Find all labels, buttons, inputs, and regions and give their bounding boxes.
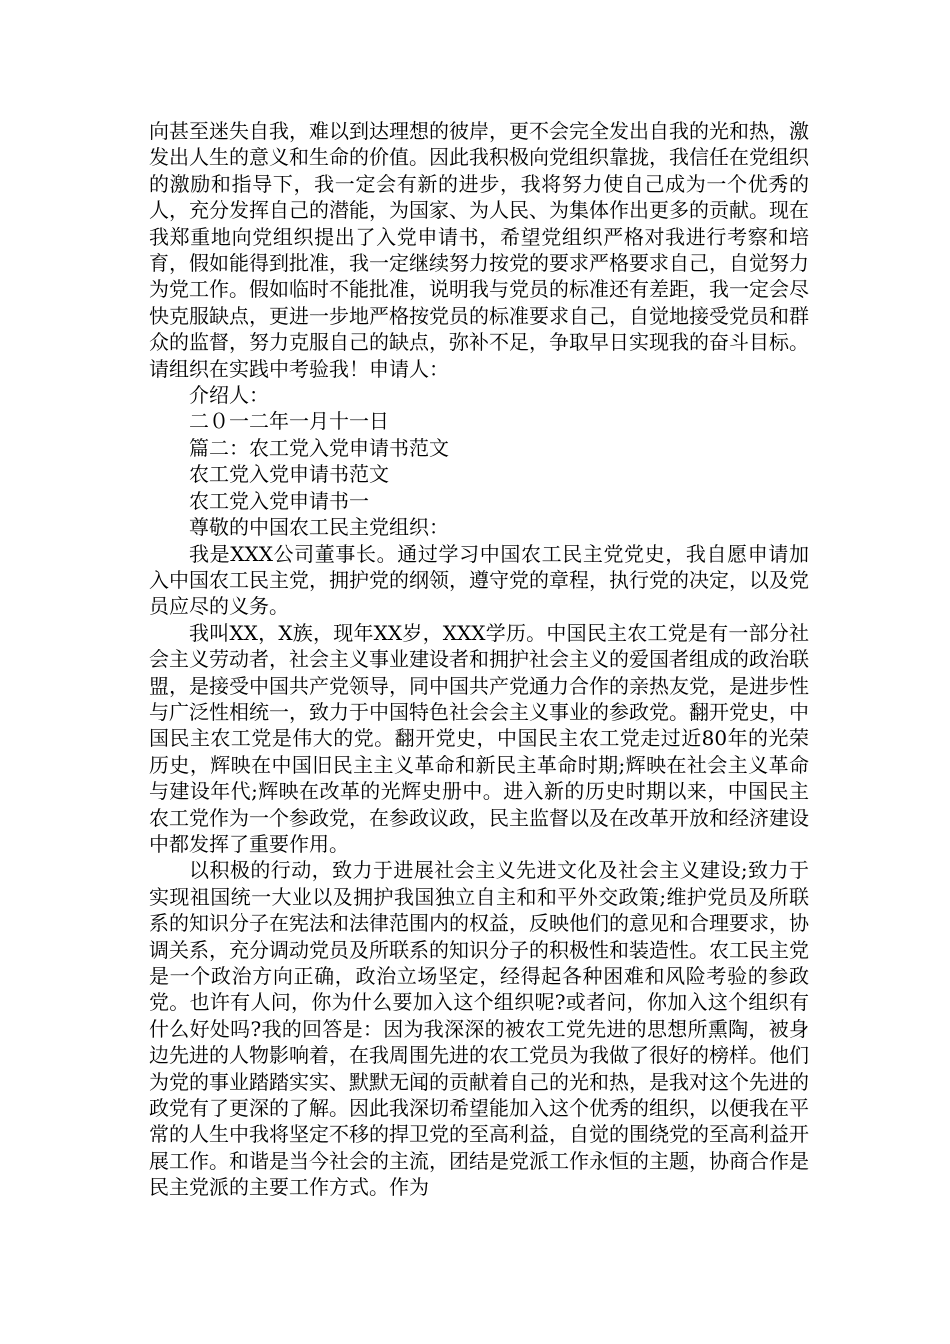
section-heading: 篇二：农工党入党申请书范文: [189, 435, 449, 460]
salutation: 尊敬的中国农工民主党组织：: [189, 515, 449, 540]
letter-title: 农工党入党申请书一: [189, 488, 369, 513]
body-paragraph: 以积极的行动，致力于进展社会主义先进文化及社会主义建设;致力于实现祖国统一大业以及拥护我国独立自主和和平外交政策;维护党员及所联系的知识分子在宪法和法律范围内的权益，反映他们的意见和合理要求，协调关系，充分调动党员及所联系的知识分子的积极性和装造性。农工民主党是一个政治方向正确，政治立场坚定，经得起各种困难和风险考验的参政党。也许有人问，你为什么要加入这个组织呢?或者问，你加入这个组织有什么好处吗?我的回答是：因为我深深的被农工党先进的思想所熏陶，被身边先进的人物影响着，在我周围先进的农工党员为我做了很好的榜样。他们为党的事业踏踏实实、默默无闻的贡献着自己的光和热，是我对这个先进的政党有了更深的了解。因此我深切希望能加入这个优秀的组织，以便我在平常的人生中我将坚定不移的捍卫党的至高利益，自觉的围绕党的至高利益开展工作。和谐是当今社会的主流，团结是党派工作永恒的主题，协商合作是民主党派的主要工作方式。作为: [149, 858, 809, 1200]
document-body: [149, 118, 809, 1201]
referee-line: 介绍人：: [189, 383, 269, 408]
body-paragraph: 我是XXX公司董事长。通过学习中国农工民主党党史，我自愿申请加入中国农工民主党，拥护党的纲领，遵守党的章程，执行党的决定，以及党员应尽的义务。: [149, 541, 809, 619]
document-title: 农工党入党申请书范文: [189, 462, 389, 487]
body-paragraph: 我叫XX，X族，现年XX岁，XXX学历。中国民主农工党是有一部分社会主义劳动者，社会主义事业建设者和拥护社会主义的爱国者组成的政治联盟，是接受中国共产党领导，同中国共产党通力合作的亲热友党，是进步性与广泛性相统一，致力于中国特色社会会主义事业的参政党。翻开党史，中国民主农工党是伟大的党。翻开党史，中国民主农工党走过近80年的光荣历史，辉映在中国旧民主主义革命和新民主革命时期;辉映在社会主义革命与建设年代;辉映在改革的光辉史册中。进入新的历史时期以来，中国民主农工党作为一个参政党，在参政议政，民主监督以及在改革开放和经济建设中都发挥了重要作用。: [149, 620, 809, 856]
date-line: 二０一二年一月十一日: [189, 409, 389, 434]
body-paragraph: 向甚至迷失自我，难以到达理想的彼岸，更不会完全发出自我的光和热，激发出人生的意义和生命的价值。因此我积极向党组织靠拢，我信任在党组织的激励和指导下，我一定会有新的进步，我将努力使自己成为一个优秀的人，充分发挥自己的潜能，为国家、为人民、为集体作出更多的贡献。现在我郑重地向党组织提出了入党申请书，希望党组织严格对我进行考察和培育，假如能得到批准，我一定继续努力按党的要求严格要求自己，自觉努力为党工作。假如临时不能批准，说明我与党员的标准还有差距，我一定会尽快克服缺点，更进一步地严格按党员的标准要求自己，自觉地接受党员和群众的监督，努力克服自己的缺点，弥补不足，争取早日实现我的奋斗目标。请组织在实践中考验我！申请人：: [149, 119, 809, 381]
